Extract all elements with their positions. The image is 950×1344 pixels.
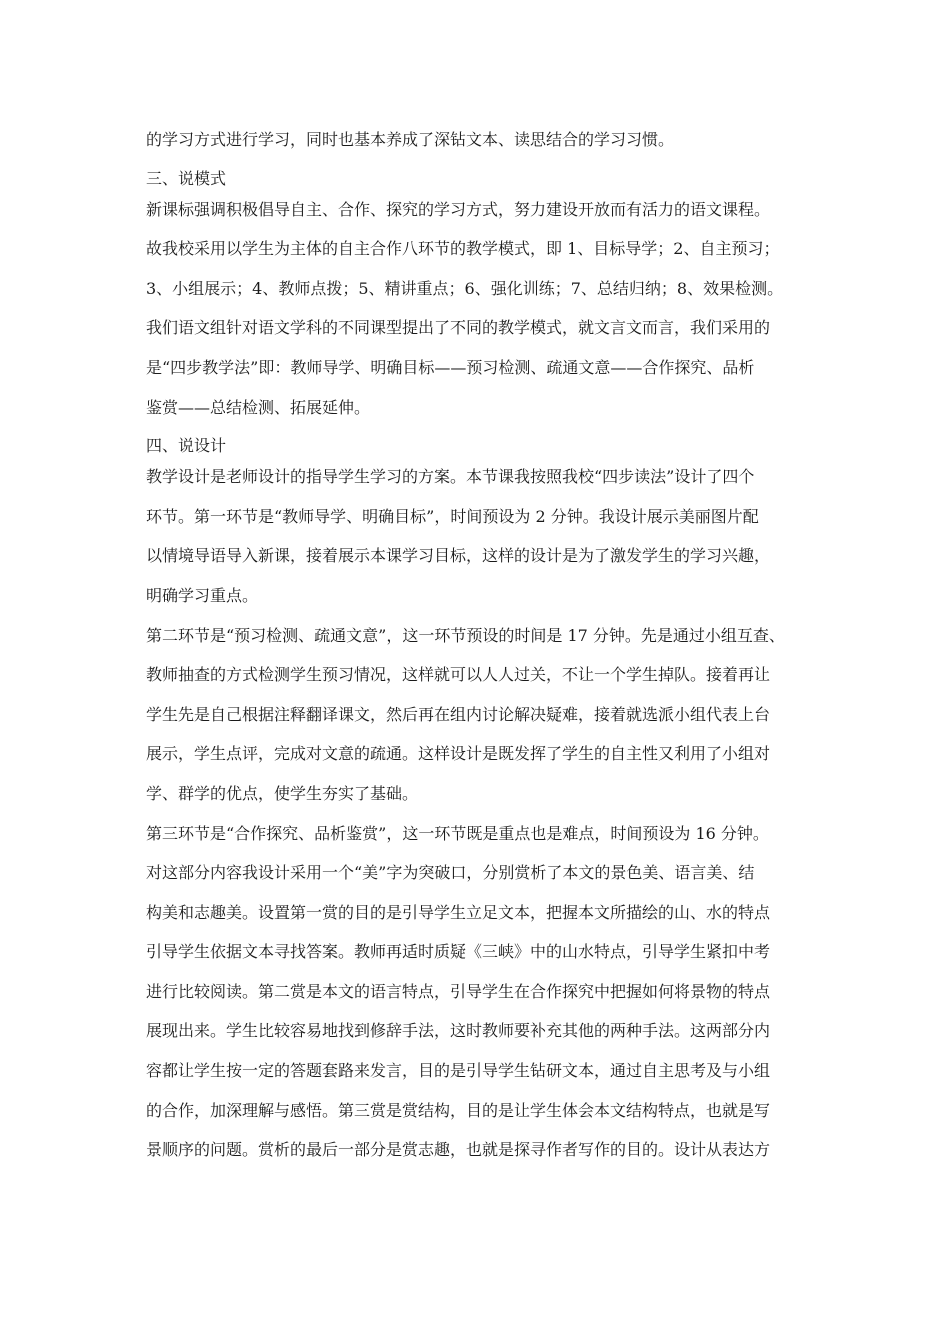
text-line: 是“四步教学法”即：教师导学、明确目标——预习检测、疏通文意——合作探究、品析	[146, 357, 755, 377]
text-line: 教师抽查的方式检测学生预习情况，这样就可以人人过关，不让一个学生掉队。接着再让	[146, 665, 771, 685]
text-line: 对这部分内容我设计采用一个“美”字为突破口，分别赏析了本文的景色美、语言美、结	[146, 863, 755, 883]
text-line: 新课标强调积极倡导自主、合作、探究的学习方式，努力建设开放而有活力的语文课程。	[146, 199, 771, 219]
text-line: 以情境导语导入新课，接着展示本课学习目标，这样的设计是为了激发学生的学习兴趣，	[146, 546, 771, 566]
text-line: 鉴赏——总结检测、拓展延伸。	[146, 397, 371, 417]
text-line: 故我校采用以学生为主体的自主合作八环节的教学模式，即 1、目标导学；2、自主预习；	[146, 239, 780, 259]
text-line: 构美和志趣美。设置第一赏的目的是引导学生立足文本，把握本文所描绘的山、水的特点	[146, 902, 771, 922]
text-line: 展示，学生点评，完成对文意的疏通。这样设计是既发挥了学生的自主性又利用了小组对	[146, 744, 771, 764]
text-line: 教学设计是老师设计的指导学生学习的方案。本节课我按照我校“四步读法”设计了四个	[146, 467, 755, 487]
text-line: 3、小组展示；4、教师点拨；5、精讲重点；6、强化训练；7、总结归纳；8、效果检测。	[146, 278, 784, 298]
text-line: 学、群学的优点，使学生夯实了基础。	[146, 783, 419, 803]
text-line: 第三环节是“合作探究、品析鉴赏”，这一环节既是重点也是难点，时间预设为 16 分钟。	[146, 823, 769, 843]
text-line: 的合作，加深理解与感悟。第三赏是赏结构，目的是让学生体会本文结构特点，也就是写	[146, 1100, 771, 1120]
text-line: 进行比较阅读。第二赏是本文的语言特点，引导学生在合作探究中把握如何将景物的特点	[146, 981, 771, 1001]
text-line: 第二环节是“预习检测、疏通文意”，这一环节预设的时间是 17 分钟。先是通过小组互查、	[146, 625, 785, 645]
text-line: 学生先是自己根据注释翻译课文，然后再在组内讨论解决疑难，接着就选派小组代表上台	[146, 704, 771, 724]
text-line: 的学习方式进行学习，同时也基本养成了深钻文本、读思结合的学习习惯。	[146, 130, 675, 149]
text-line: 展现出来。学生比较容易地找到修辞手法，这时教师要补充其他的两种手法。这两部分内	[146, 1021, 771, 1041]
text-line: 容都让学生按一定的答题套路来发言，目的是引导学生钻研文本，通过自主思考及与小组	[146, 1061, 771, 1081]
text-line: 景顺序的问题。赏析的最后一部分是赏志趣，也就是探寻作者写作的目的。设计从表达方	[146, 1140, 771, 1160]
text-line: 引导学生依据文本寻找答案。教师再适时质疑《三峡》中的山水特点，引导学生紧扣中考	[146, 942, 771, 962]
document-body	[146, 124, 826, 1174]
text-line: 明确学习重点。	[146, 585, 259, 605]
section-heading: 四、说设计	[146, 436, 227, 456]
section-heading: 三、说模式	[146, 168, 227, 188]
text-line: 环节。第一环节是“教师导学、明确目标”，时间预设为 2 分钟。我设计展示美丽图片配	[146, 506, 759, 526]
text-line: 我们语文组针对语文学科的不同课型提出了不同的教学模式，就文言文而言，我们采用的	[146, 318, 771, 338]
